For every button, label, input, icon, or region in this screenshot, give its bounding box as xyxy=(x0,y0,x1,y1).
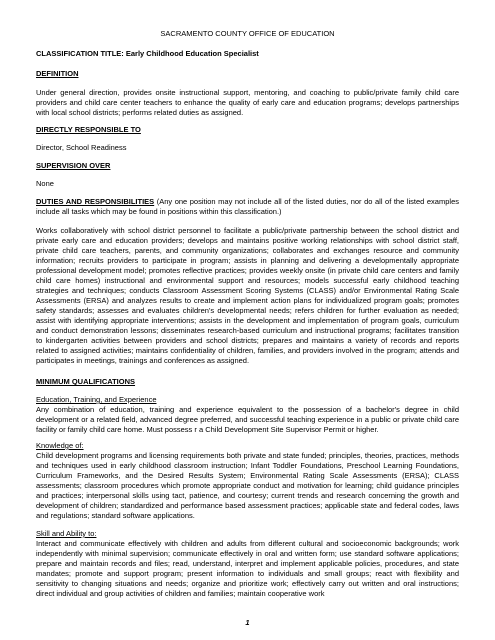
duties-paragraph xyxy=(36,197,459,217)
duties-heading: DUTIES AND RESPONSIBILITIES xyxy=(36,197,155,206)
definition-text: Under general direction, provides onsite instructional support, mentoring, and coaching to public/private family child care providers and child care center teachers to enhance the quality of early care and education programs; develops partnerships with local school districts; performs related duties as assigned. xyxy=(36,88,459,117)
responsible-heading: DIRECTLY RESPONSIBLE TO xyxy=(36,125,141,134)
education-text: Any combination of education, training and experience equivalent to the possession of a bachelor's degree in child development or a related field, advanced degree preferred, and successful teaching experience in a public or private child care facility or family child care home. Must possess r a Child Development Site Supervisor Permit or higher. xyxy=(36,405,459,434)
document-header: SACRAMENTO COUNTY OFFICE OF EDUCATION xyxy=(160,29,335,38)
responsible-text: Director, School Readiness xyxy=(36,143,127,152)
skill-text: Interact and communicate effectively with children and adults from different cultural and socioeconomic backgrounds; work independently with minimal supervision; communicate effectively in oral and written form; use standard software applications; prepare and maintain records and files; read, understand, interpret and implement applicable policies, procedures, and state mandates; promote and support program; present information to individuals and small groups; react with flexibility and sensitivity to changing situations and needs; organize and prioritize work; effectively carry out written and oral instructions; direct individual and group activities of children and families; maintain cooperative work xyxy=(36,539,459,598)
definition-heading: DEFINITION xyxy=(36,69,79,78)
supervision-heading: SUPERVISION OVER xyxy=(36,161,111,170)
supervision-text: None xyxy=(36,179,54,188)
page-number: 1 xyxy=(245,618,250,627)
knowledge-text: Child development programs and licensing requirements both private and state funded; principles, theories, practices, methods and techniques used in early childhood classroom instruction; Infant Toddler Foundations, Preschool Learning Foundations, Curriculum Frameworks, and the Desired Results System; Environmental Rating Scale Assessments (ERSA); CLASS assessments; classroom procedures which promote appropriate conduct and motivation for learning; child guidance principles and practices; interpersonal skills using tact, patience, and courtesy; current trends and research concerning the growth and development of children; standardized and performance based assessment practices; applicable state and federal codes, laws and regulations; standard software applications. xyxy=(36,451,459,520)
knowledge-heading: Knowledge of: xyxy=(36,441,84,450)
duties-note: (Any one position may not include all of the listed duties, nor do all of the listed examples include all tasks which may be found in positions within this classification.) xyxy=(36,197,459,216)
min-qual-heading: MINIMUM QUALIFICATIONS xyxy=(36,377,136,386)
classification-title: CLASSIFICATION TITLE: Early Childhood Education Specialist xyxy=(36,49,259,58)
duties-text: Works collaboratively with school district personnel to facilitate a public/private partnership between the school district and private early care and education providers; develops and maintains positive working relationships with school district staff, private child care teachers, parents, and community organizations; collaborates and exchanges resource and community information; recruits providers to participate in program; assists in planning and delivering a developmentally appropriate professional development model; promotes reflective practices; provides weekly onsite (in private child care centers and family child care homes) instructional and environmental support and resources; models successful early childhood teaching strategies and techniques; conducts Classroom Assessment Scoring Systems (CLASS) and/or Environmental Rating Scale Assessments (ERSA) and analyzes results to create and implement action plans for individualized program goals; promotes safety standards; assesses and evaluates children's developmental needs; refers children for further evaluation as needed; assist with identifying appropriate interventions; assists in the development and implementation of program goals, curriculum and conduct demonstration lessons; disseminates research-based curriculum and instructional programs; facilitates transition to kindergarten activities between providers and school districts; prepares and maintains a variety of records and reports related to assigned activities; maintains confidentiality of children, families, and providers involved in the program; attends and participates in meetings, trainings and conferences as assigned. xyxy=(36,226,459,365)
skill-heading: Skill and Ability to: xyxy=(36,529,97,538)
education-heading: Education, Training, and Experience xyxy=(36,395,157,404)
